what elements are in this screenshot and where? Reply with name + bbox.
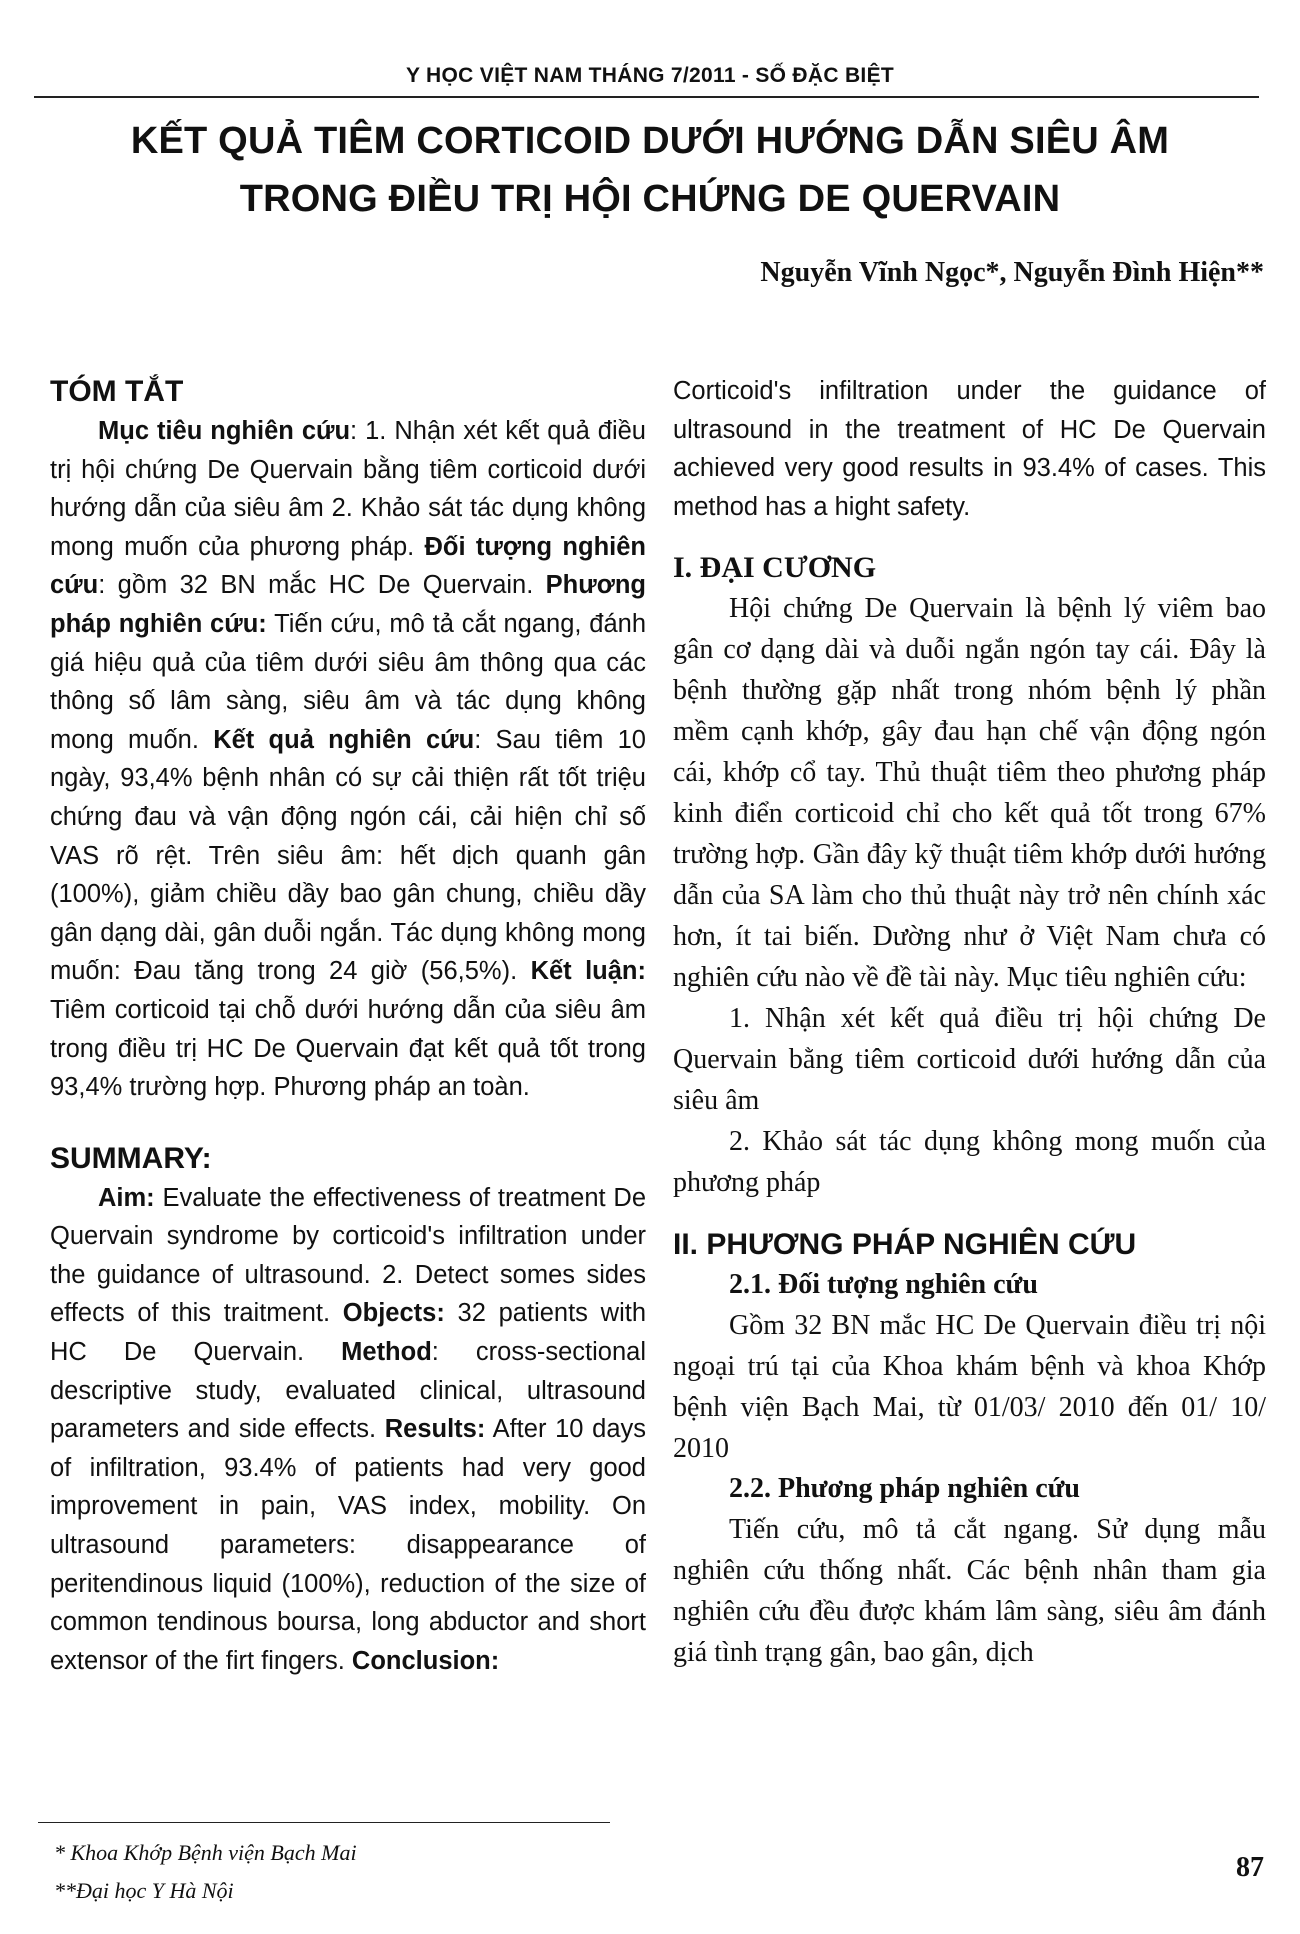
label-results-en: Results: (384, 1415, 486, 1444)
text-method-en: : cross-sectional descriptive study, evaluated clinical, ultrasound parameters and side effects. (50, 1338, 646, 1444)
abstract-vi-body (50, 412, 646, 1107)
footnote-2: **Đại học Y Hà Nội (54, 1878, 234, 1903)
label-conclusion-vi: Kết luận: (530, 957, 646, 986)
title-line-1: KẾT QUẢ TIÊM CORTICOID DƯỚI HƯỚNG DẪN SIÊU ÂM (130, 120, 1170, 162)
text-aim-en: Evaluate the effectiveness of treatment De Quervain syndrome by corticoid's infiltration under the guidance of ultrasound. 2. Detect somes sides effects of this traitment. (50, 1183, 646, 1328)
subsection-2-1-heading: 2.1. Đối tượng nghiên cứu (729, 1269, 1038, 1301)
label-method-en: Method (341, 1338, 432, 1367)
abstract-en-conclusion: Corticoid's infiltration under the guidance of ultrasound in the treatment of HC De Quervain achieved very good results in 93.4% of cases. This method has a hight safety. (673, 377, 1266, 521)
header-rule (34, 96, 1259, 98)
text-objects-en: 32 patients with HC De Quervain. (50, 1299, 646, 1367)
section-1-item-1: 1. Nhận xét kết quả điều trị hội chứng De Quervain bằng tiêm corticoid dưới hướng dẫn của siêu âm (673, 1003, 1266, 1117)
label-aim-vi: Mục tiêu nghiên cứu (98, 417, 351, 445)
label-results-vi: Kết quả nghiên cứu (213, 725, 475, 754)
right-column (673, 372, 1266, 1673)
label-aim-en: Aim: (98, 1183, 155, 1212)
label-subjects-vi: Đối tượng nghiên cứu (50, 532, 646, 600)
text-aim-vi: : 1. Nhận xét kết quả điều trị hội chứng De Quervain bằng tiêm corticoid dưới hướng dẫn của siêu âm 2. Khảo sát tác dụng không mong muốn của phương pháp. (50, 417, 646, 561)
subsection-2-2-heading: 2.2. Phương pháp nghiên cứu (729, 1473, 1080, 1505)
abstract-vi-heading: TÓM TẮT (50, 375, 184, 408)
article-title (60, 112, 1240, 228)
section-1-paragraph: Hội chứng De Quervain là bệnh lý viêm bao gân cơ dạng dài và duỗi ngắn ngón tay cái. Đây là bệnh thường gặp nhất trong nhóm bệnh lý phần mềm cạnh khớp, gây đau hạn chế vận động ngón cái, khớp cổ tay. Thủ thuật tiêm theo phương pháp kinh điển corticoid chỉ cho kết quả tốt trong 67% trường hợp. Gần đây kỹ thuật tiêm khớp dưới hướng dẫn của SA làm cho thủ thuật này trở nên chính xác hơn, ít tai biến. Dường như ở Việt Nam chưa có nghiên cứu nào về đề tài này. Mục tiêu nghiên cứu: (673, 593, 1266, 994)
subsection-2-1-paragraph: Gồm 32 BN mắc HC De Quervain điều trị nội ngoại trú tại của Khoa khám bệnh và khoa Khớp bệnh viện Bạch Mai, từ 01/03/ 2010 đến 01/ 10/ 2010 (673, 1310, 1266, 1465)
text-results-vi: : Sau tiêm 10 ngày, 93,4% bệnh nhân có sự cải thiện rất tốt triệu chứng đau và vận động ngón cái, cải hiện chỉ số VAS rõ rệt. Trên siêu âm: hết dịch quanh gân (100%), giảm chiều dầy bao gân chung, chiều dầy gân dạng dài, gân duỗi ngắn. Tác dụng không mong muốn: Đau tăng trong 24 giờ (56,5%). (50, 725, 646, 986)
label-method-vi: Phương pháp nghiên cứu: (50, 571, 646, 638)
running-header: Y HỌC VIỆT NAM THÁNG 7/2011 - SỐ ĐẶC BIỆT (406, 64, 894, 87)
label-conclusion-en: Conclusion: (351, 1646, 500, 1675)
title-line-2: TRONG ĐIỀU TRỊ HỘI CHỨNG DE QUERVAIN (239, 178, 1061, 220)
page-number: 87 (1236, 1852, 1264, 1883)
abstract-en-body (50, 1179, 646, 1681)
text-conclusion-vi: Tiêm corticoid tại chỗ dưới hướng dẫn của siêu âm trong điều trị HC De Quervain đạt kết quả tốt trong 93,4% trường hợp. Phương pháp an toàn. (50, 995, 646, 1102)
section-1-item-2: 2. Khảo sát tác dụng không mong muốn của phương pháp (673, 1126, 1266, 1199)
subsection-2-2-paragraph: Tiến cứu, mô tả cắt ngang. Sử dụng mẫu nghiên cứu thống nhất. Các bệnh nhân tham gia nghiên cứu đều được khám lâm sàng, siêu âm đánh giá tình trạng gân, bao gân, dịch (673, 1514, 1266, 1669)
left-column (50, 372, 646, 1680)
text-method-vi: Tiến cứu, mô tả cắt ngang, đánh giá hiệu quả của tiêm dưới siêu âm thông qua các thông số lâm sàng, siêu âm và tác dụng không mong muốn. (50, 609, 646, 754)
authors: Nguyễn Vĩnh Ngọc*, Nguyễn Đình Hiện** (760, 257, 1264, 288)
footnote-rule (38, 1822, 610, 1823)
section-1-heading: I. ĐẠI CƯƠNG (673, 551, 877, 585)
text-results-en: After 10 days of infiltration, 93.4% of patients had very good improvement in pain, VAS index, mobility. On ultrasound parameters: disappearance of peritendinous liquid (100%), reduction of the size of common tendinous boursa, long abductor and short extensor of the firt fingers. (50, 1415, 647, 1675)
text-subjects-vi: : gồm 32 BN mắc HC De Quervain. (98, 571, 546, 600)
label-objects-en: Objects: (342, 1299, 445, 1328)
section-2-heading: II. PHƯƠNG PHÁP NGHIÊN CỨU (673, 1228, 1137, 1262)
footnote-1: * Khoa Khớp Bệnh viện Bạch Mai (54, 1840, 357, 1865)
abstract-en-heading: SUMMARY: (50, 1141, 212, 1175)
